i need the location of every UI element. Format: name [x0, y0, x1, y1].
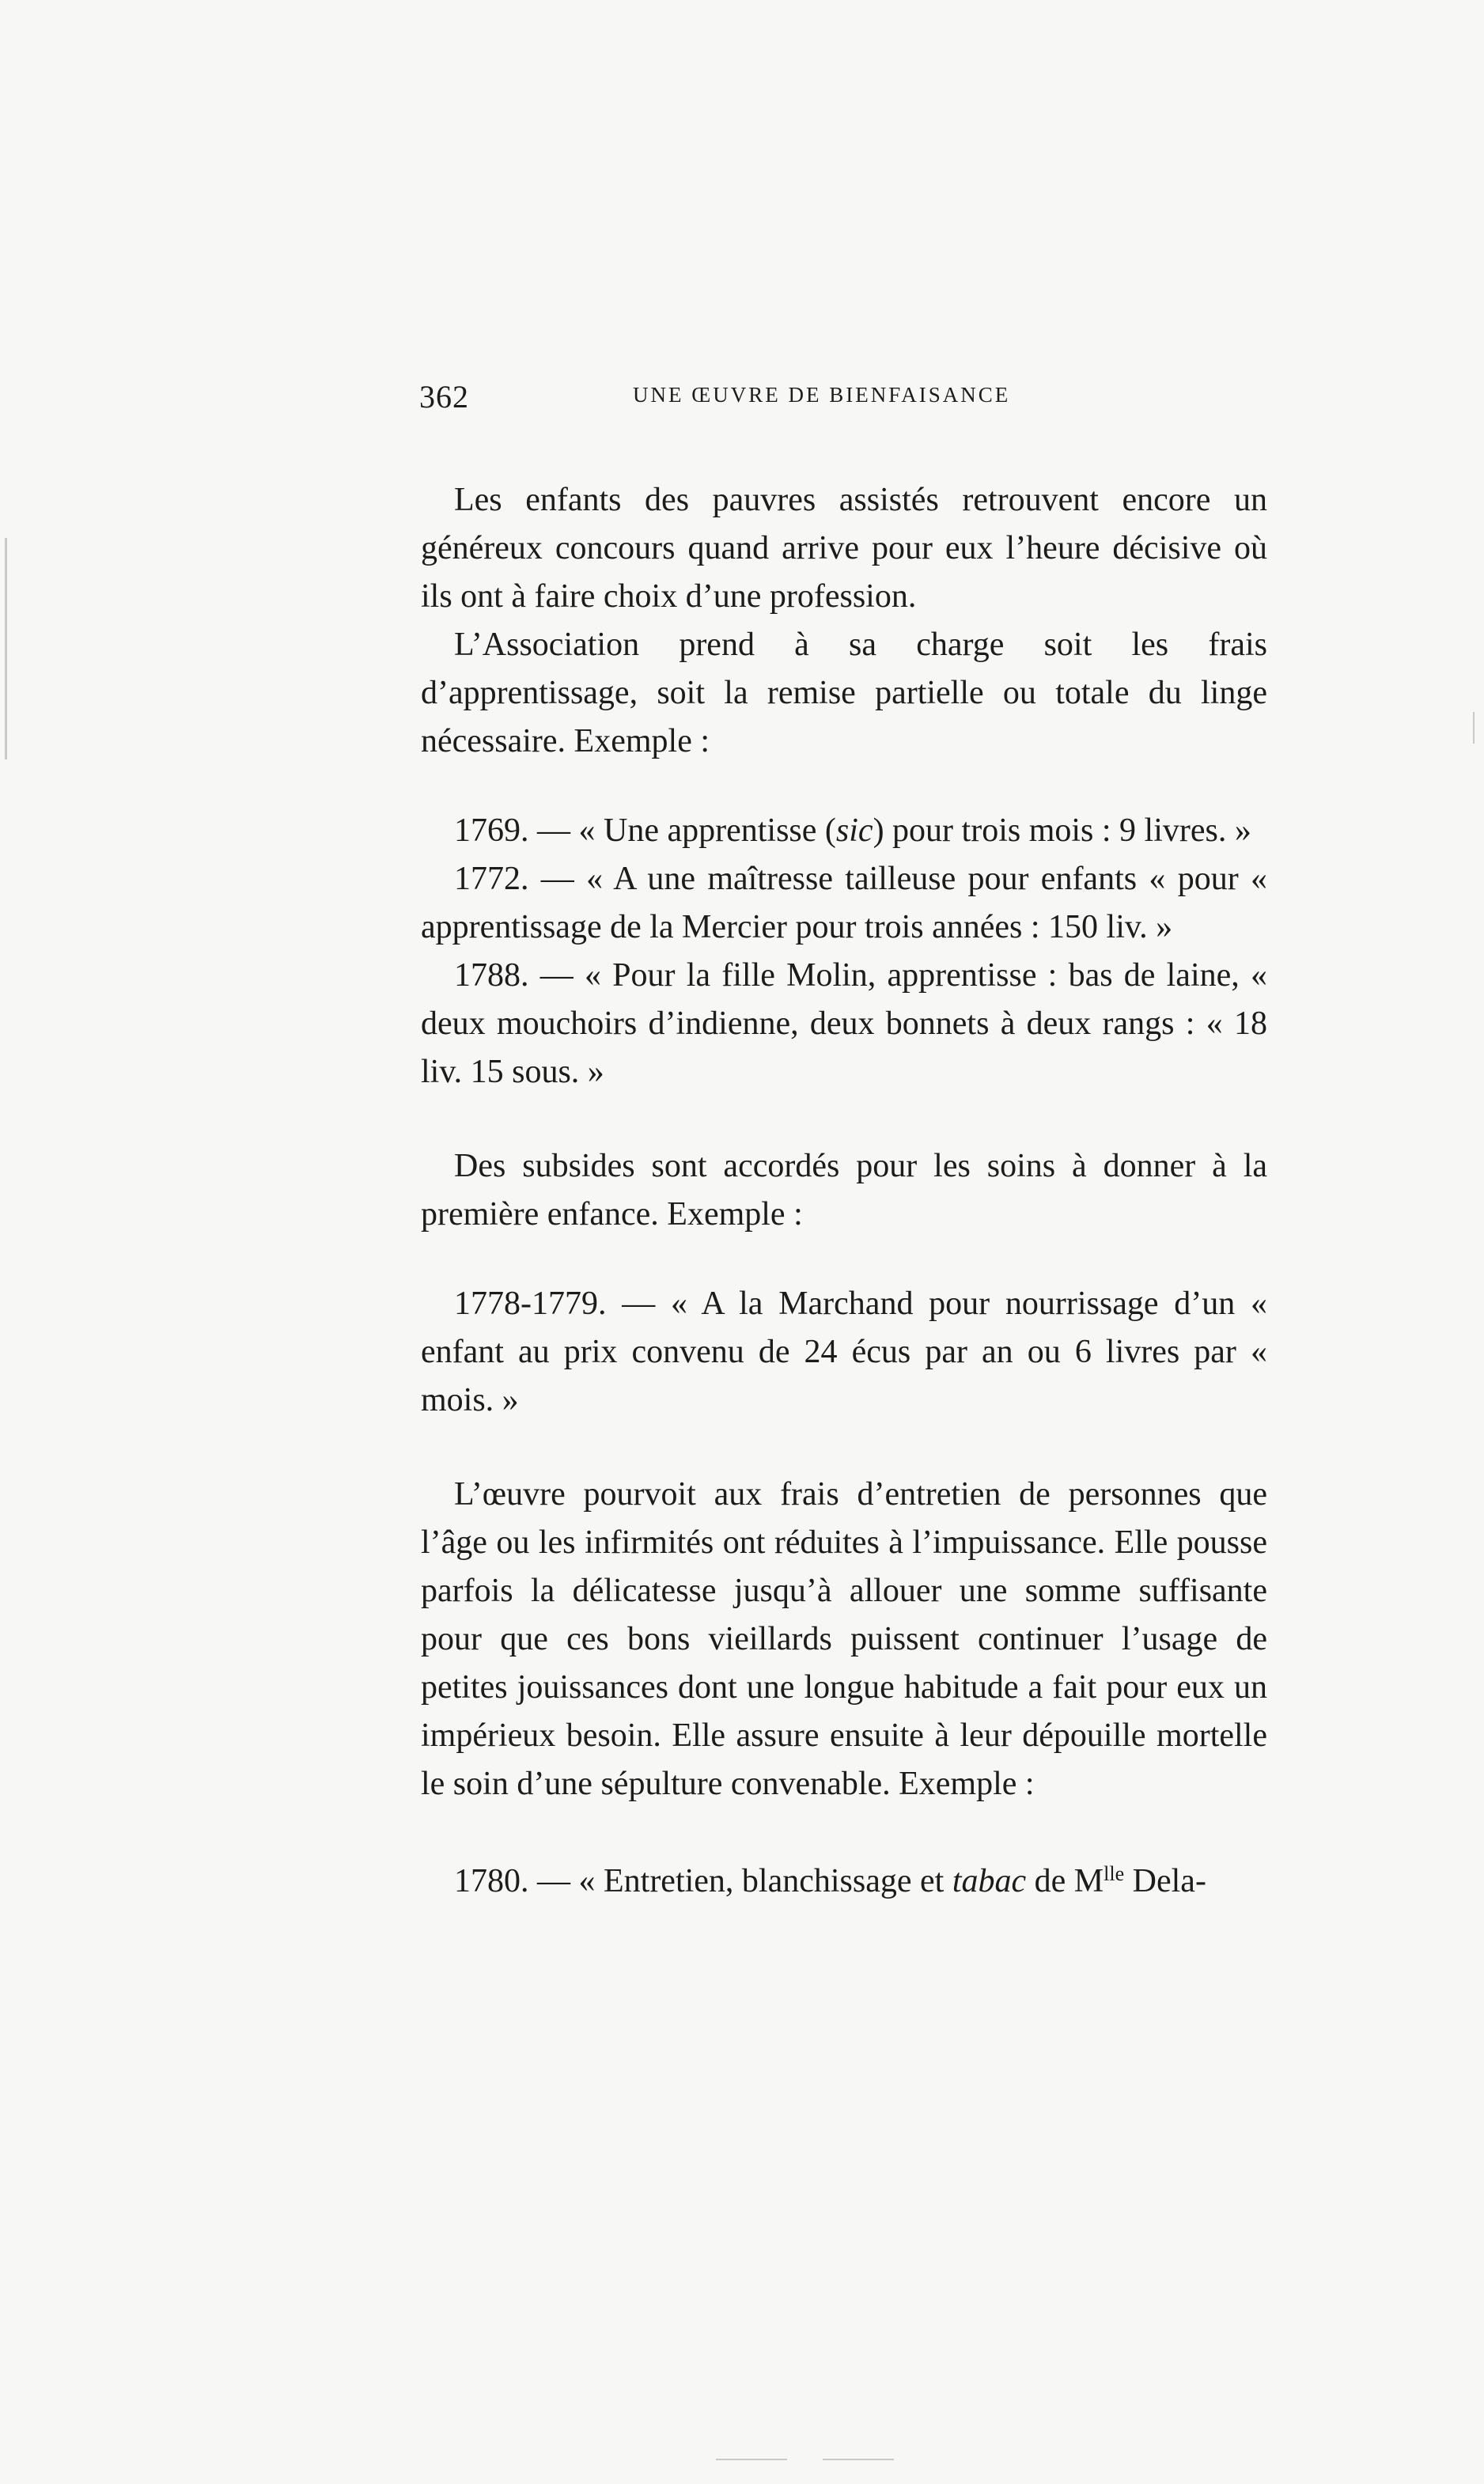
- page-header: [419, 378, 1274, 426]
- paragraph: L’Association prend à sa charge soit les frais d’apprentissage, soit la remise partielle ou totale du linge nécessaire. Exemple :: [421, 627, 1267, 759]
- scan-edge-mark: [823, 2459, 894, 2460]
- scan-edge-mark: [716, 2459, 787, 2460]
- ledger-entry: 1788. — « Pour la fille Molin, apprentisse : bas de laine, « deux mouchoirs d’indienne, deux bonnets à deux rangs : « 18 liv. 15 sous. »: [421, 957, 1267, 1090]
- ledger-entry: 1769. — « Une apprentisse (sic) pour trois mois : 9 livres. »: [454, 812, 1251, 849]
- paragraph: L’œuvre pourvoit aux frais d’entretien de personnes que l’âge ou les infirmités ont réduites à l’impuissance. Elle pousse parfois la délicatesse jusqu’à allouer une somme suffisante pour que ces bons vieillards puissent continuer l’usage de petites jouissances dont une longue habitude a fait pour eux un impérieux besoin. Elle assure ensuite à leur dépouille mortelle le soin d’une sépulture convenable. Exemple :: [421, 1476, 1267, 1802]
- running-title: UNE ŒUVRE DE BIENFAISANCE: [633, 383, 1011, 407]
- paragraph: Des subsides sont accordés pour les soins à donner à la première enfance. Exemple :: [421, 1148, 1267, 1233]
- page-number: 362: [419, 379, 469, 415]
- paragraph: Les enfants des pauvres assistés retrouvent encore un généreux concours quand arrive pour eux l’heure décisive où ils ont à faire choix d’une profession.: [421, 482, 1267, 615]
- ledger-entry: 1772. — « A une maîtresse tailleuse pour enfants « pour « apprentissage de la Mercier pour trois années : 150 liv. »: [421, 861, 1267, 945]
- page-body: [421, 476, 1267, 1906]
- scan-edge-mark: [5, 538, 7, 759]
- scan-edge-mark: [1473, 712, 1475, 744]
- ledger-entry: 1780. — « Entretien, blanchissage et tabac de $M^{lle}$ Dela-: [454, 1862, 1206, 1899]
- ledger-entry: 1778-1779. — « A la Marchand pour nourrissage d’un « enfant au prix convenu de 24 écus par an ou 6 livres par « mois. »: [421, 1286, 1267, 1418]
